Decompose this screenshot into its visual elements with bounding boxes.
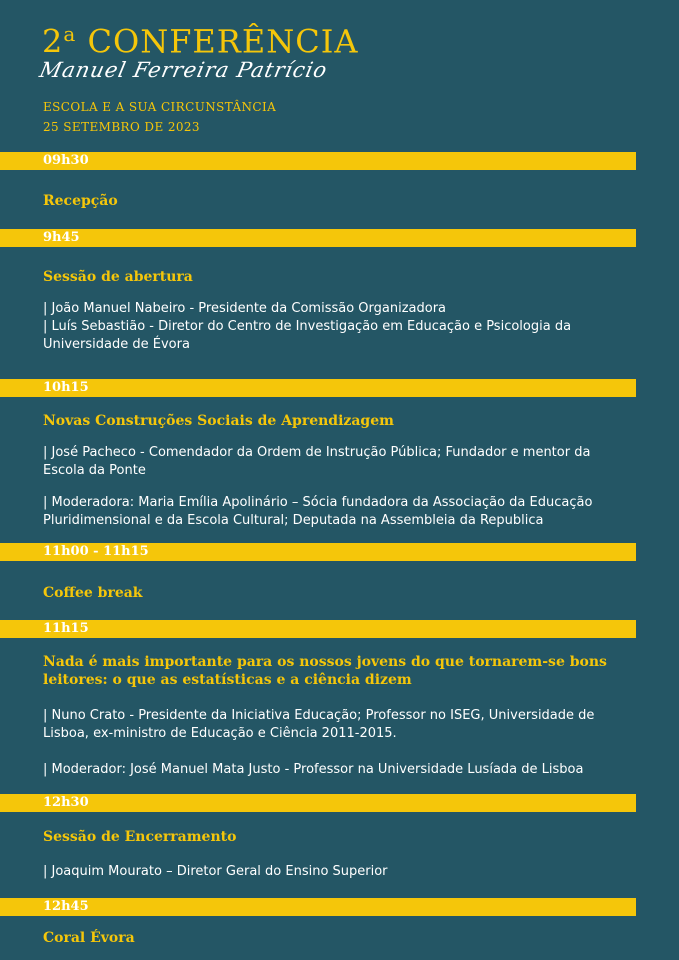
time-bar: [0, 898, 636, 916]
speaker-line: | José Pacheco - Comendador da Ordem de Instrução Pública; Fundador e mentor da Escola da Ponte: [43, 445, 591, 478]
time-label: 09h30: [43, 153, 89, 168]
time-bar: [0, 794, 636, 812]
time-label: 10h15: [43, 380, 89, 395]
time-label: 12h45: [43, 899, 89, 914]
time-bar: [0, 379, 636, 397]
speaker-line: | João Manuel Nabeiro - Presidente da Comissão Organizadora: [43, 301, 447, 316]
time-bar: [0, 229, 636, 247]
session-title: Coffee break: [43, 585, 143, 601]
session-title: Novas Construções Sociais de Aprendizagem: [43, 413, 394, 429]
conference-date: 25 SETEMBRO DE 2023: [43, 120, 200, 134]
speaker-line: | Joaquim Mourato – Diretor Geral do Ensino Superior: [43, 864, 388, 879]
time-label: 9h45: [43, 230, 80, 245]
moderator-line: | Moderadora: Maria Emília Apolinário – Sócia fundadora da Associação da Educação Pluridimensional e da Escola Cultural; Deputada na Assembleia da Republica: [43, 495, 593, 528]
honoree-name: Manuel Ferreira Patrício: [37, 58, 330, 82]
session-title: Sessão de abertura: [43, 269, 193, 285]
conference-title: 2$^a$ CONFERÊNCIA: [42, 22, 359, 61]
session-title: Recepção: [43, 193, 118, 209]
speaker-line: | Luís Sebastião - Diretor do Centro de Investigação em Educação e Psicologia da Universidade de Évora: [43, 319, 572, 352]
session-title: Nada é mais importante para os nossos jovens do que tornarem-se bons leitores: o que as estatísticas e a ciência dizem: [43, 654, 607, 688]
time-bar: [0, 620, 636, 638]
time-label: 11h15: [43, 621, 89, 636]
time-bar: [0, 543, 636, 561]
moderator-line: | Moderador: José Manuel Mata Justo - Professor na Universidade Lusíada de Lisboa: [43, 762, 584, 777]
time-label: 11h00 - 11h15: [43, 544, 149, 559]
session-title: Sessão de Encerramento: [43, 829, 237, 845]
time-bar: [0, 152, 636, 170]
conference-subtitle: ESCOLA E A SUA CIRCUNSTÂNCIA: [43, 100, 277, 114]
session-title: Coral Évora: [43, 930, 135, 946]
time-label: 12h30: [43, 795, 89, 810]
speaker-line: | Nuno Crato - Presidente da Iniciativa Educação; Professor no ISEG, Universidade de Lisboa, ex-ministro de Educação e Ciência 2011-2015.: [43, 708, 595, 741]
